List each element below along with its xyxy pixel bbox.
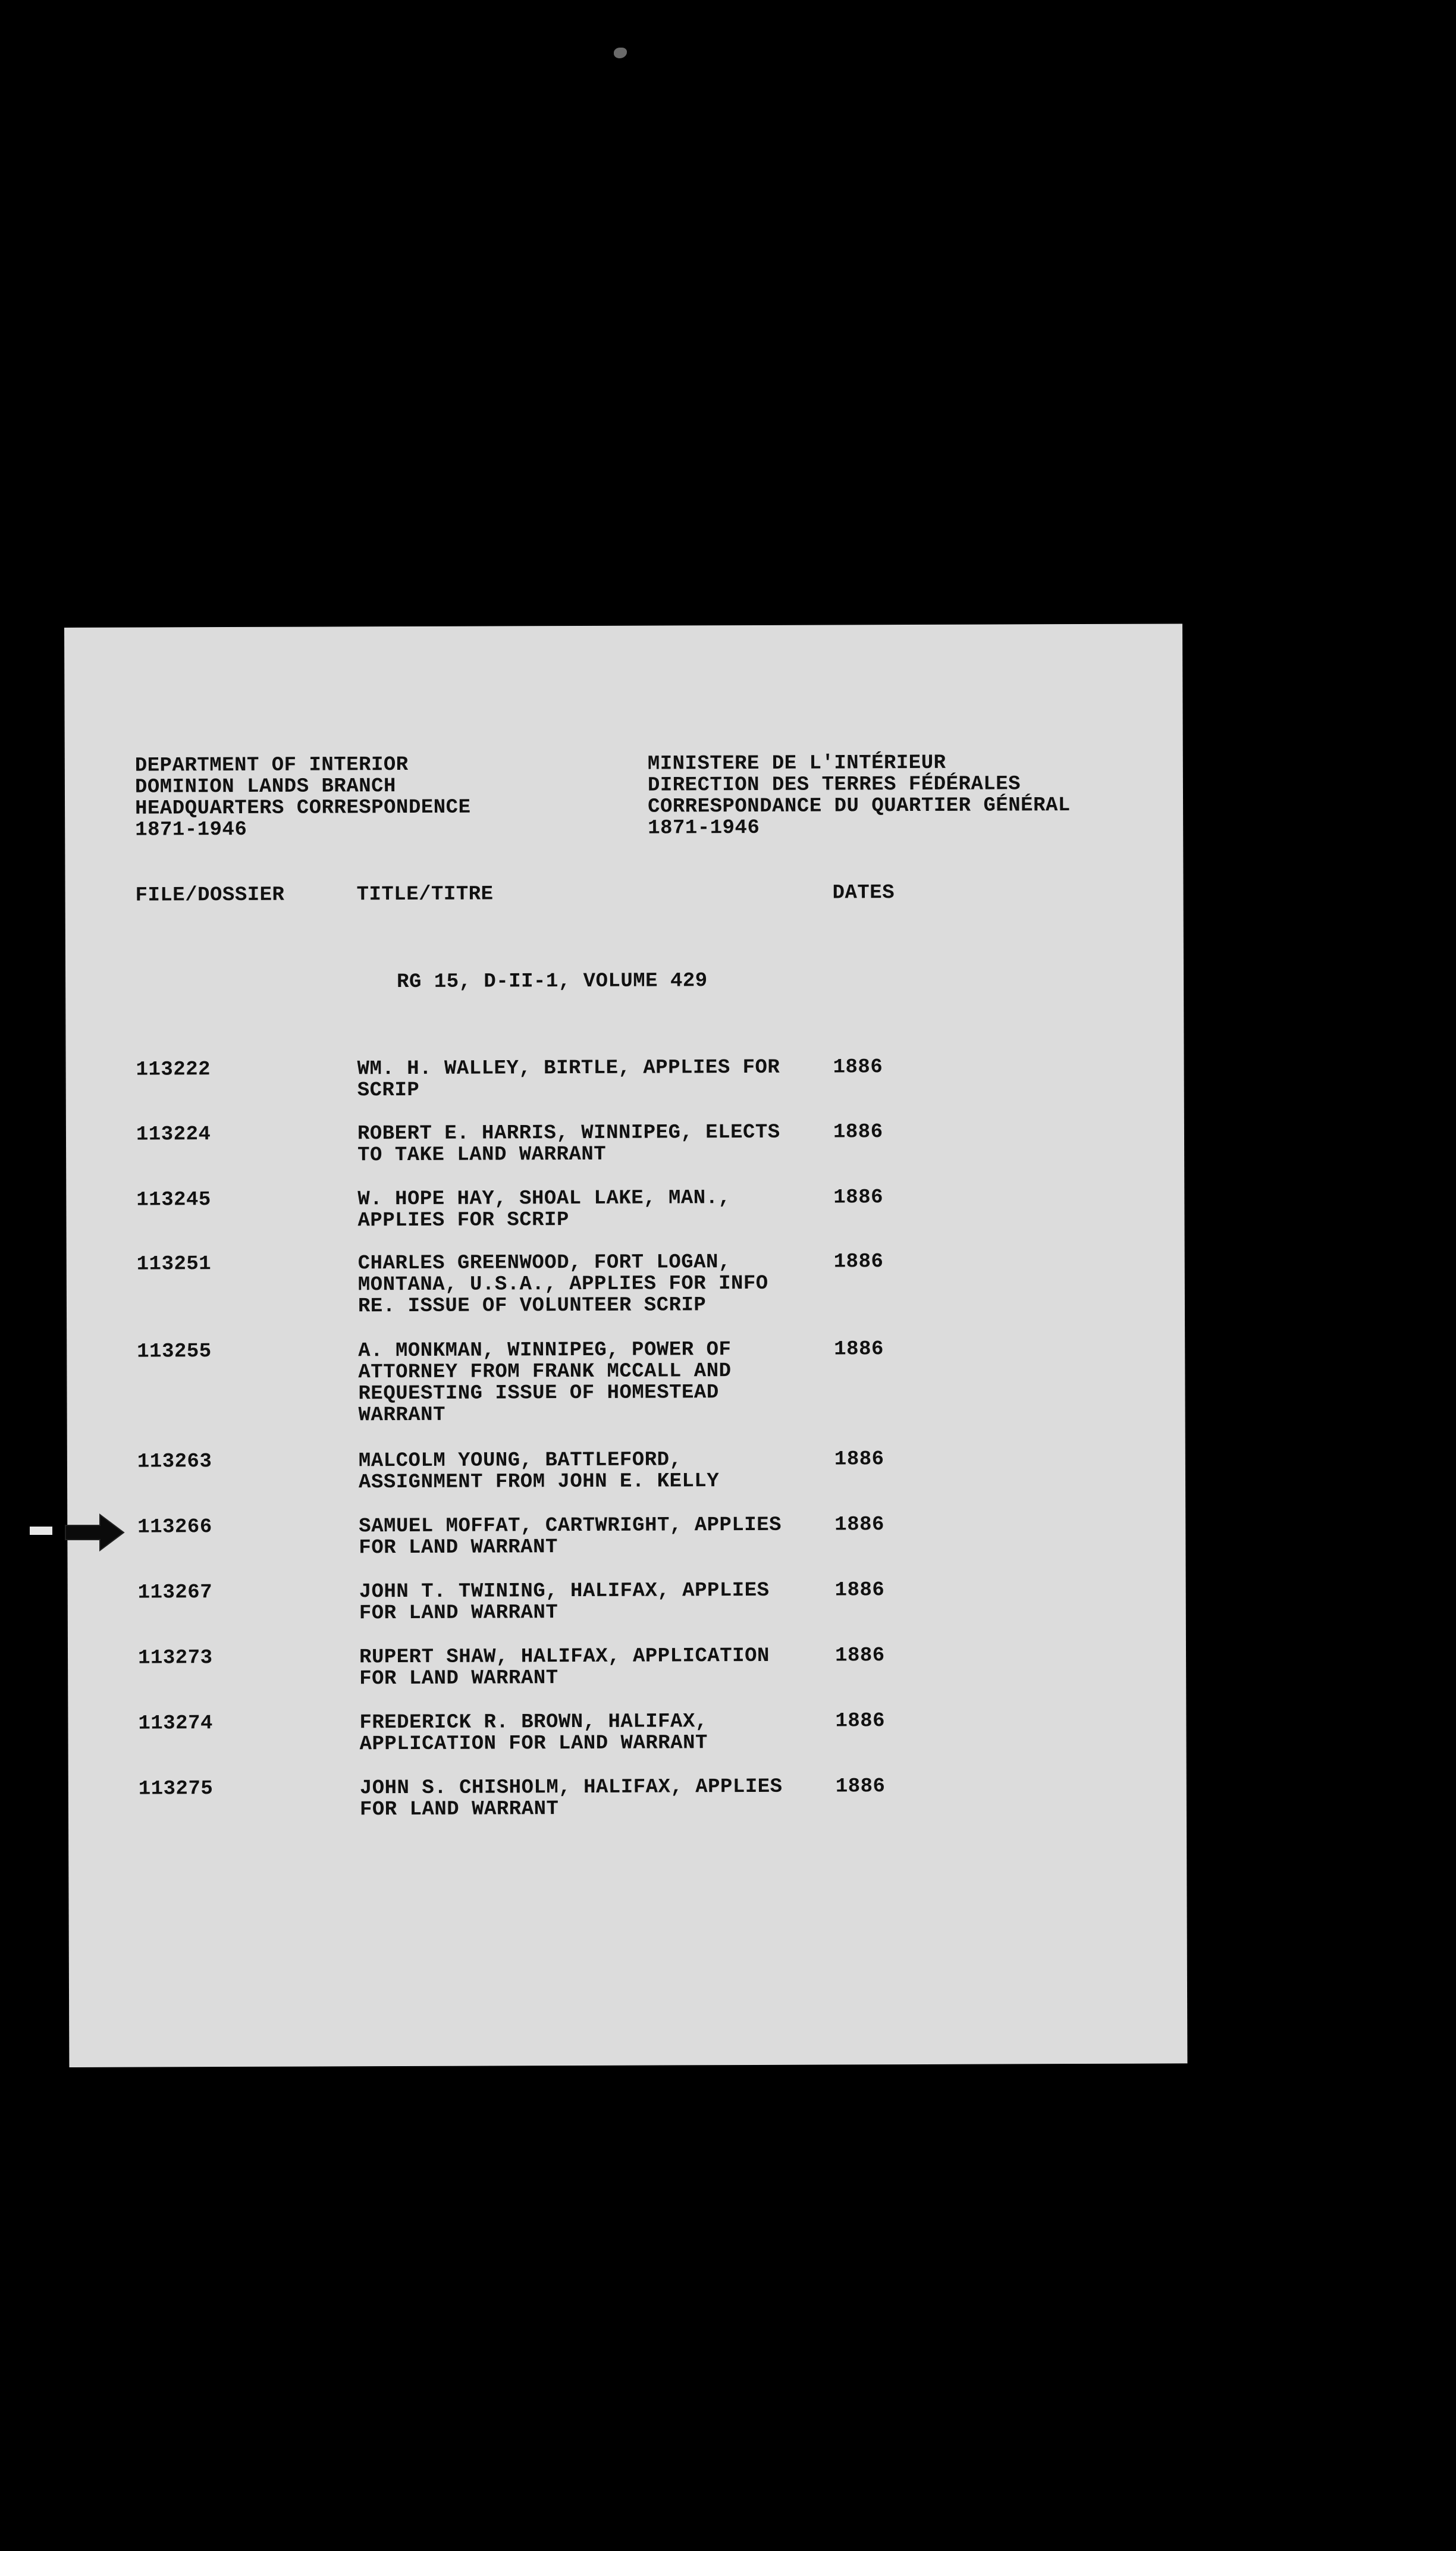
table-row bbox=[67, 1337, 1185, 1427]
entry-date: 1886 bbox=[834, 1338, 884, 1361]
title-line: TO TAKE LAND WARRANT bbox=[357, 1143, 607, 1167]
volume-reference: RG 15, D-II-1, VOLUME 429 bbox=[397, 970, 708, 994]
title-line: RE. ISSUE OF VOLUNTEER SCRIP bbox=[357, 1294, 707, 1318]
file-number: 113273 bbox=[137, 1647, 213, 1670]
header-french-line-1: MINISTERE DE L'INTÉRIEUR bbox=[647, 751, 946, 776]
title-line: JOHN T. TWINING, HALIFAX, APPLIES bbox=[359, 1579, 770, 1604]
title-line: ASSIGNMENT FROM JOHN E. KELLY bbox=[358, 1470, 720, 1494]
table-row bbox=[68, 1644, 1186, 1691]
header-french-line-4: 1871-1946 bbox=[648, 816, 760, 840]
header-english-line-3: HEADQUARTERS CORRESPONDENCE bbox=[134, 796, 471, 820]
title-line: A. MONKMAN, WINNIPEG, POWER OF bbox=[358, 1339, 732, 1363]
title-line: FOR LAND WARRANT bbox=[359, 1667, 558, 1691]
column-header-file: FILE/DOSSIER bbox=[135, 883, 285, 907]
title-line: FOR LAND WARRANT bbox=[359, 1602, 558, 1625]
table-row bbox=[67, 1250, 1185, 1318]
title-line: APPLICATION FOR LAND WARRANT bbox=[359, 1732, 708, 1756]
file-number: 113255 bbox=[137, 1340, 212, 1364]
file-number: 113251 bbox=[136, 1253, 212, 1276]
table-row bbox=[68, 1709, 1186, 1756]
title-line: CHARLES GREENWOOD, FORT LOGAN, bbox=[357, 1251, 731, 1276]
entry-date: 1886 bbox=[835, 1775, 886, 1798]
title-line: RUPERT SHAW, HALIFAX, APPLICATION bbox=[359, 1644, 770, 1669]
arrow-pointer-icon bbox=[30, 1511, 125, 1553]
table-row bbox=[68, 1775, 1187, 1822]
entry-date: 1886 bbox=[833, 1251, 884, 1274]
scan-speck bbox=[614, 48, 627, 58]
title-line: SAMUEL MOFFAT, CARTWRIGHT, APPLIES bbox=[359, 1513, 782, 1538]
header-french-line-2: DIRECTION DES TERRES FÉDÉRALES bbox=[647, 773, 1021, 797]
title-line: MALCOLM YOUNG, BATTLEFORD, bbox=[358, 1449, 682, 1473]
title-line: MONTANA, U.S.A., APPLIES FOR INFO bbox=[357, 1272, 768, 1297]
table-row bbox=[66, 1055, 1184, 1102]
title-line: APPLIES FOR SCRIP bbox=[357, 1209, 569, 1233]
entry-date: 1886 bbox=[834, 1644, 885, 1668]
table-row bbox=[66, 1120, 1184, 1167]
file-number: 113222 bbox=[136, 1058, 211, 1082]
file-number: 113275 bbox=[138, 1778, 214, 1801]
entry-date: 1886 bbox=[835, 1710, 886, 1733]
file-number: 113267 bbox=[137, 1581, 213, 1604]
header-french-line-3: CORRESPONDANCE DU QUARTIER GÉNÉRAL bbox=[647, 794, 1071, 819]
table-row bbox=[68, 1578, 1186, 1625]
title-line: SCRIP bbox=[357, 1079, 420, 1102]
file-number: 113266 bbox=[137, 1516, 212, 1539]
entry-date: 1886 bbox=[834, 1579, 885, 1602]
header-english bbox=[135, 754, 471, 841]
entry-date: 1886 bbox=[834, 1513, 884, 1537]
title-line: FOR LAND WARRANT bbox=[359, 1536, 558, 1560]
header-english-line-2: DOMINION LANDS BRANCH bbox=[134, 775, 396, 799]
header-english-line-4: 1871-1946 bbox=[135, 818, 247, 842]
file-number: 113224 bbox=[136, 1123, 211, 1146]
file-number: 113245 bbox=[136, 1189, 211, 1212]
table-row bbox=[67, 1513, 1185, 1560]
table-row bbox=[67, 1447, 1185, 1494]
title-line: WM. H. WALLEY, BIRTLE, APPLIES FOR bbox=[357, 1056, 780, 1081]
title-line: WARRANT bbox=[358, 1403, 446, 1427]
document-page bbox=[64, 623, 1187, 2067]
entry-date: 1886 bbox=[833, 1056, 883, 1079]
title-line: FREDERICK R. BROWN, HALIFAX, bbox=[359, 1710, 708, 1735]
file-number: 113274 bbox=[138, 1712, 213, 1735]
title-line: FOR LAND WARRANT bbox=[359, 1798, 559, 1822]
file-number: 113263 bbox=[137, 1450, 212, 1474]
entry-date: 1886 bbox=[833, 1121, 883, 1144]
title-line: ATTORNEY FROM FRANK MCCALL AND bbox=[358, 1360, 732, 1384]
entry-date: 1886 bbox=[834, 1448, 884, 1471]
header-english-line-1: DEPARTMENT OF INTERIOR bbox=[134, 753, 409, 778]
column-header-title: TITLE/TITRE bbox=[356, 883, 494, 907]
column-header-dates: DATES bbox=[832, 882, 895, 905]
title-line: ROBERT E. HARRIS, WINNIPEG, ELECTS bbox=[357, 1121, 780, 1146]
table-row bbox=[66, 1186, 1184, 1233]
entry-date: 1886 bbox=[833, 1186, 884, 1209]
title-line: W. HOPE HAY, SHOAL LAKE, MAN., bbox=[357, 1187, 731, 1211]
title-line: REQUESTING ISSUE OF HOMESTEAD bbox=[358, 1381, 719, 1406]
header-french bbox=[648, 752, 1071, 839]
title-line: JOHN S. CHISHOLM, HALIFAX, APPLIES bbox=[359, 1775, 783, 1800]
